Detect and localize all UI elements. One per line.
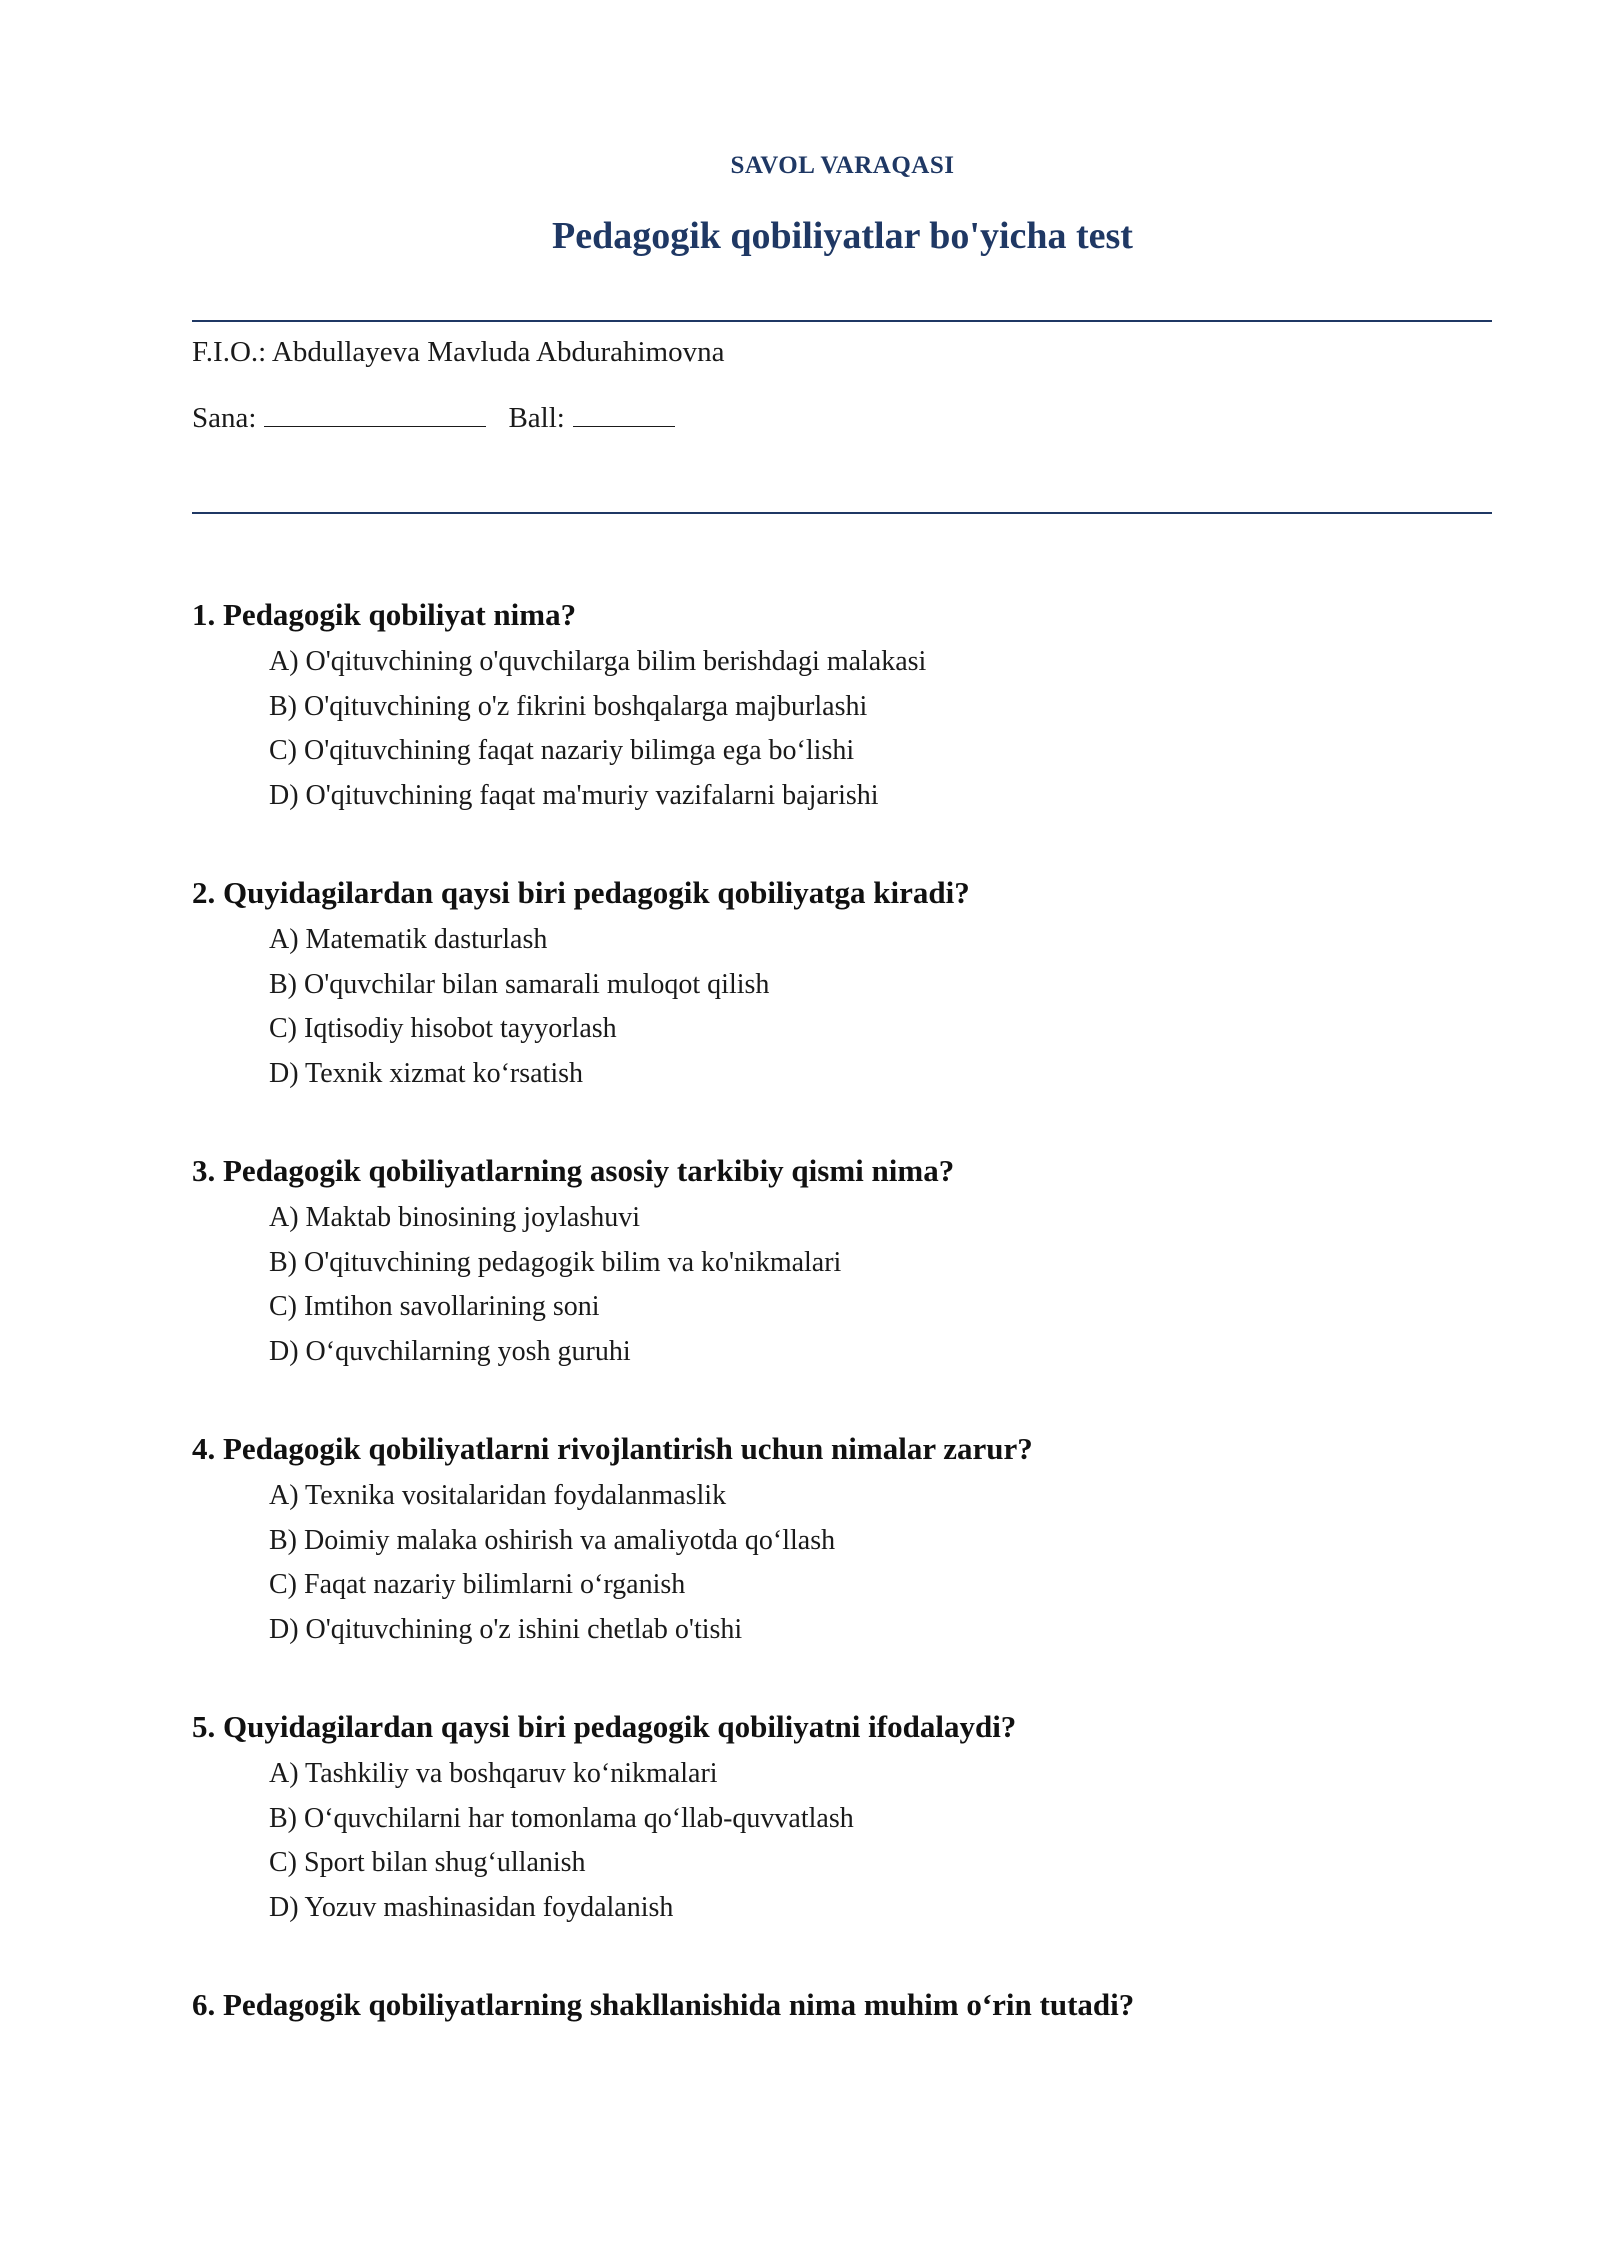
fio-row bbox=[192, 336, 725, 369]
date-blank-line bbox=[264, 404, 486, 427]
option-d: D) O‘quvchilarning yosh guruhi bbox=[269, 1335, 631, 1367]
question-title: 2. Quyidagilardan qaysi biri pedagogik qobiliyatga kiradi? bbox=[192, 875, 970, 910]
fio-value: Abdullayeva Mavluda Abdurahimovna bbox=[271, 336, 725, 368]
question-title: 6. Pedagogik qobiliyatlarning shakllanishida nima muhim o‘rin tutadi? bbox=[192, 1987, 1135, 2022]
question-title: 1. Pedagogik qobiliyat nima? bbox=[192, 597, 577, 632]
question-3 bbox=[192, 1146, 1512, 1374]
option-b: B) Doimiy malaka oshirish va amaliyotda qo‘llash bbox=[269, 1524, 836, 1556]
question-1 bbox=[192, 590, 1512, 818]
question-title: 3. Pedagogik qobiliyatlarning asosiy tarkibiy qismi nima? bbox=[192, 1153, 955, 1188]
option-list bbox=[192, 1752, 1512, 1930]
bottom-divider bbox=[192, 512, 1492, 514]
question-4 bbox=[192, 1424, 1512, 1652]
fio-label: F.I.O.: bbox=[192, 336, 267, 368]
question-list bbox=[192, 590, 1512, 2080]
question-title: 4. Pedagogik qobiliyatlarni rivojlantirish uchun nimalar zarur? bbox=[192, 1431, 1033, 1466]
option-a: A) Tashkiliy va boshqaruv ko‘nikmalari bbox=[269, 1758, 718, 1789]
option-a: A) O'qituvchining o'quvchilarga bilim berishdagi malakasi bbox=[269, 646, 927, 677]
date-score-row bbox=[192, 402, 675, 435]
question-6 bbox=[192, 1980, 1512, 2030]
option-list bbox=[192, 640, 1512, 818]
option-b: B) O'qituvchining o'z fikrini boshqalarga majburlashi bbox=[269, 690, 868, 722]
option-a: A) Matematik dasturlash bbox=[269, 924, 548, 955]
option-d: D) O'qituvchining o'z ishini chetlab o'tishi bbox=[269, 1613, 743, 1645]
option-d: D) Texnik xizmat ko‘rsatish bbox=[269, 1057, 584, 1089]
option-list bbox=[192, 918, 1512, 1096]
option-a: A) Maktab binosining joylashuvi bbox=[269, 1202, 640, 1233]
question-5 bbox=[192, 1702, 1512, 1930]
question-2 bbox=[192, 868, 1512, 1096]
option-b: B) O'qituvchining pedagogik bilim va ko'nikmalari bbox=[269, 1246, 842, 1278]
document-title: Pedagogik qobiliyatlar bo'yicha test bbox=[552, 215, 1133, 257]
score-label: Ball: bbox=[508, 402, 565, 434]
option-c: C) Imtihon savollarining soni bbox=[269, 1291, 600, 1322]
option-c: C) Sport bilan shug‘ullanish bbox=[269, 1847, 586, 1878]
top-divider bbox=[192, 320, 1492, 322]
option-b: B) O‘quvchilarni har tomonlama qo‘llab-quvvatlash bbox=[269, 1802, 854, 1834]
option-list bbox=[192, 1474, 1512, 1652]
score-blank-line bbox=[573, 404, 675, 427]
question-title: 5. Quyidagilardan qaysi biri pedagogik qobiliyatni ifodalaydi? bbox=[192, 1709, 1017, 1744]
option-b: B) O'quvchilar bilan samarali muloqot qilish bbox=[269, 968, 770, 1000]
option-d: D) O'qituvchining faqat ma'muriy vazifalarni bajarishi bbox=[269, 779, 879, 811]
option-c: C) O'qituvchining faqat nazariy bilimga ega bo‘lishi bbox=[269, 735, 855, 766]
option-list bbox=[192, 1196, 1512, 1374]
option-c: C) Iqtisodiy hisobot tayyorlash bbox=[269, 1013, 617, 1044]
date-label: Sana: bbox=[192, 402, 257, 434]
document-subtitle: SAVOL VARAQASI bbox=[730, 152, 955, 179]
option-a: A) Texnika vositalaridan foydalanmaslik bbox=[269, 1480, 727, 1511]
option-d: D) Yozuv mashinasidan foydalanish bbox=[269, 1891, 674, 1923]
option-c: C) Faqat nazariy bilimlarni o‘rganish bbox=[269, 1569, 686, 1600]
